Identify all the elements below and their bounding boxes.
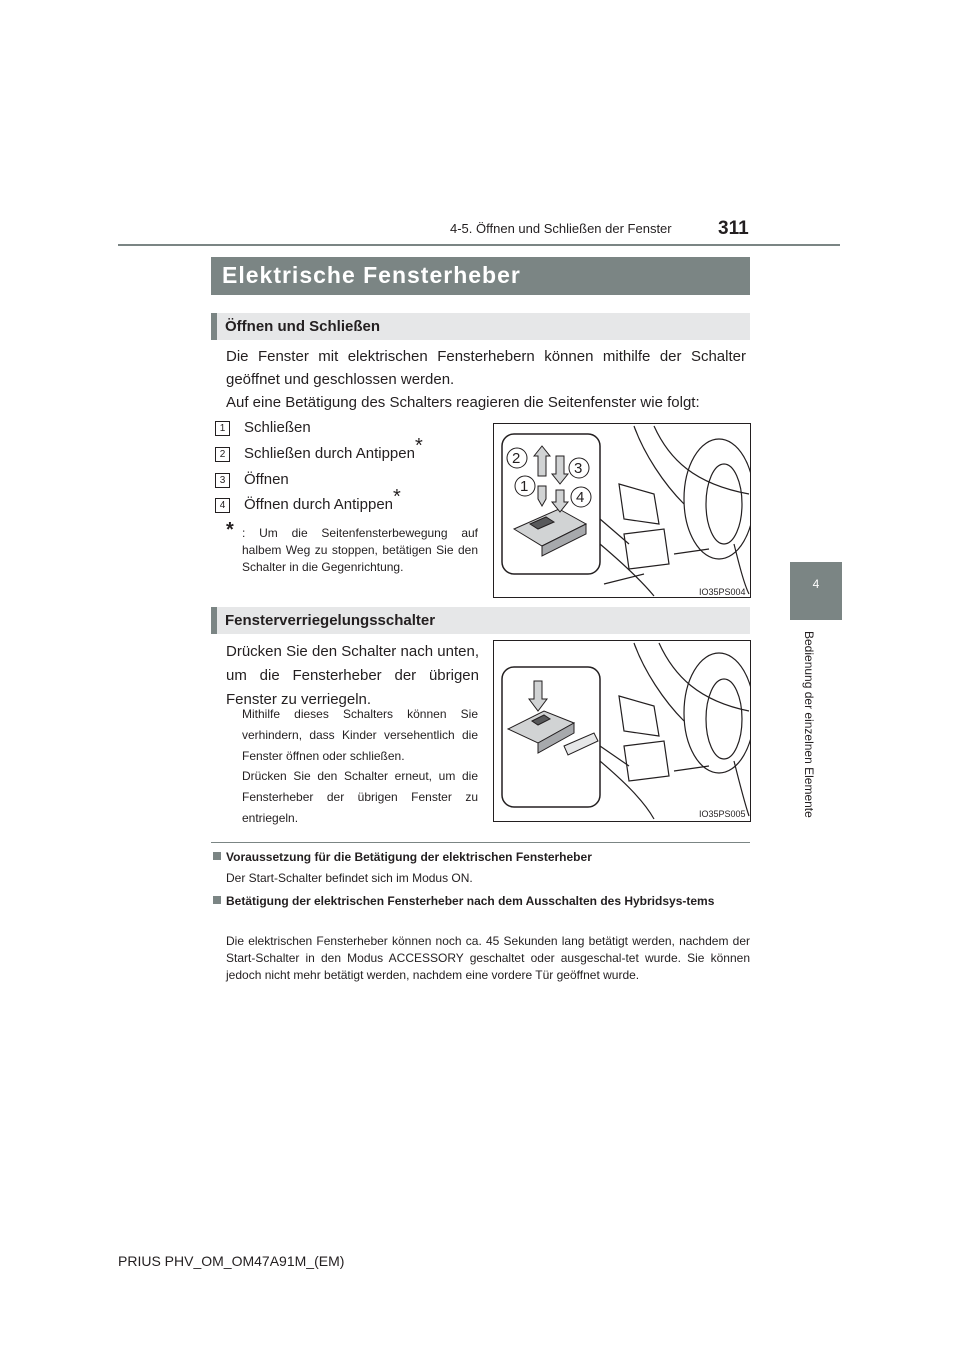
note-2-title [213, 893, 750, 910]
figure-id: IO35PS004 [699, 587, 746, 597]
step-label: Öffnen durch Antippen [244, 496, 394, 513]
step-label: Schließen [244, 419, 311, 436]
note-2-text: Die elektrischen Fensterheber können noch ca. 45 Sekunden lang betätigt werden, nachdem der Start-Schalter in den Modus ACCESSORY geschaltet oder ausgeschal-tet wurde. Sie können jedoch nicht mehr betätigt werden, nachdem eine vordere Tür geöffnet wurde. [226, 934, 750, 982]
lock-note-1: Mithilfe dieses Schalters können Sie verhindern, dass Kinder versehentlich die Fenster öffnen oder schließen. [242, 707, 478, 763]
step-number: 4 [215, 498, 230, 513]
notes-divider [211, 842, 750, 843]
footnote-star: * [393, 486, 401, 508]
note-1-text: Der Start-Schalter befindet sich im Modus ON. [226, 871, 473, 885]
footnote-mark: * [226, 519, 234, 541]
step-number: 2 [215, 447, 230, 462]
step-2 [215, 435, 423, 462]
figure-id: IO35PS005 [699, 809, 746, 819]
step-number: 3 [215, 473, 230, 488]
header-rule [118, 244, 840, 246]
callout-2: 2 [512, 450, 521, 467]
section-heading-1: Öffnen und Schließen [225, 318, 381, 335]
footnote-star: * [414, 435, 423, 457]
chapter-tab [790, 562, 842, 620]
section-heading-bar-2 [211, 607, 750, 634]
page-number: 311 [718, 218, 749, 239]
chapter-tab-label-wrap [802, 631, 818, 831]
note-1-title [213, 849, 750, 866]
lock-note-2: Drücken Sie den Schalter erneut, um die Fensterheber der übrigen Fenster zu entriegeln. [242, 769, 478, 825]
bullet-square-icon [213, 852, 221, 860]
window-switch-illustration [494, 424, 750, 597]
chapter-tab-number: 4 [812, 577, 820, 591]
heading-accent [211, 313, 217, 340]
step-label: Schließen durch Antippen [244, 445, 415, 462]
intro-paragraph: Die Fenster mit elektrischen Fensterhebern können mithilfe der Schalter geöffnet und geschlossen werden. [226, 348, 746, 388]
section-heading-bar-1 [211, 313, 750, 340]
figure-window-switch [493, 423, 751, 598]
lock-main-paragraph: Drücken Sie den Schalter nach unten, um die Fensterheber der übrigen Fenster zu verriegeln. [226, 643, 479, 708]
callout-4: 4 [576, 489, 585, 506]
lead-paragraph: Auf eine Betätigung des Schalters reagieren die Seitenfenster wie folgt: [226, 394, 700, 411]
heading-accent [211, 607, 217, 634]
callout-3: 3 [574, 460, 583, 477]
step-number: 1 [215, 421, 230, 436]
step-4 [215, 486, 401, 513]
lock-switch-illustration [494, 641, 750, 821]
page-title: Elektrische Fensterheber [222, 262, 521, 288]
note-2-title-text: Betätigung der elektrischen Fensterheber nach dem Ausschalten des Hybridsys-tems [226, 894, 715, 908]
chapter-title: 4-5. Öffnen und Schließen der Fenster [450, 221, 672, 236]
callout-1: 1 [520, 478, 529, 495]
chapter-tab-label: Bedienung der einzelnen Elemente [802, 631, 816, 818]
document-footer: PRIUS PHV_OM_OM47A91M_(EM) [118, 1253, 345, 1269]
step-1 [215, 419, 311, 436]
note-1-title-text: Voraussetzung für die Betätigung der elektrischen Fensterheber [226, 850, 592, 864]
step-label: Öffnen [244, 471, 289, 488]
bullet-square-icon [213, 896, 221, 904]
footnote-text: : Um die Seitenfensterbewegung auf halbem Weg zu stoppen, betätigen Sie den Schalter in die Gegenrichtung. [242, 526, 478, 574]
figure-lock-switch [493, 640, 751, 822]
section-heading-2: Fensterverriegelungsschalter [225, 612, 436, 629]
step-3 [215, 471, 289, 488]
